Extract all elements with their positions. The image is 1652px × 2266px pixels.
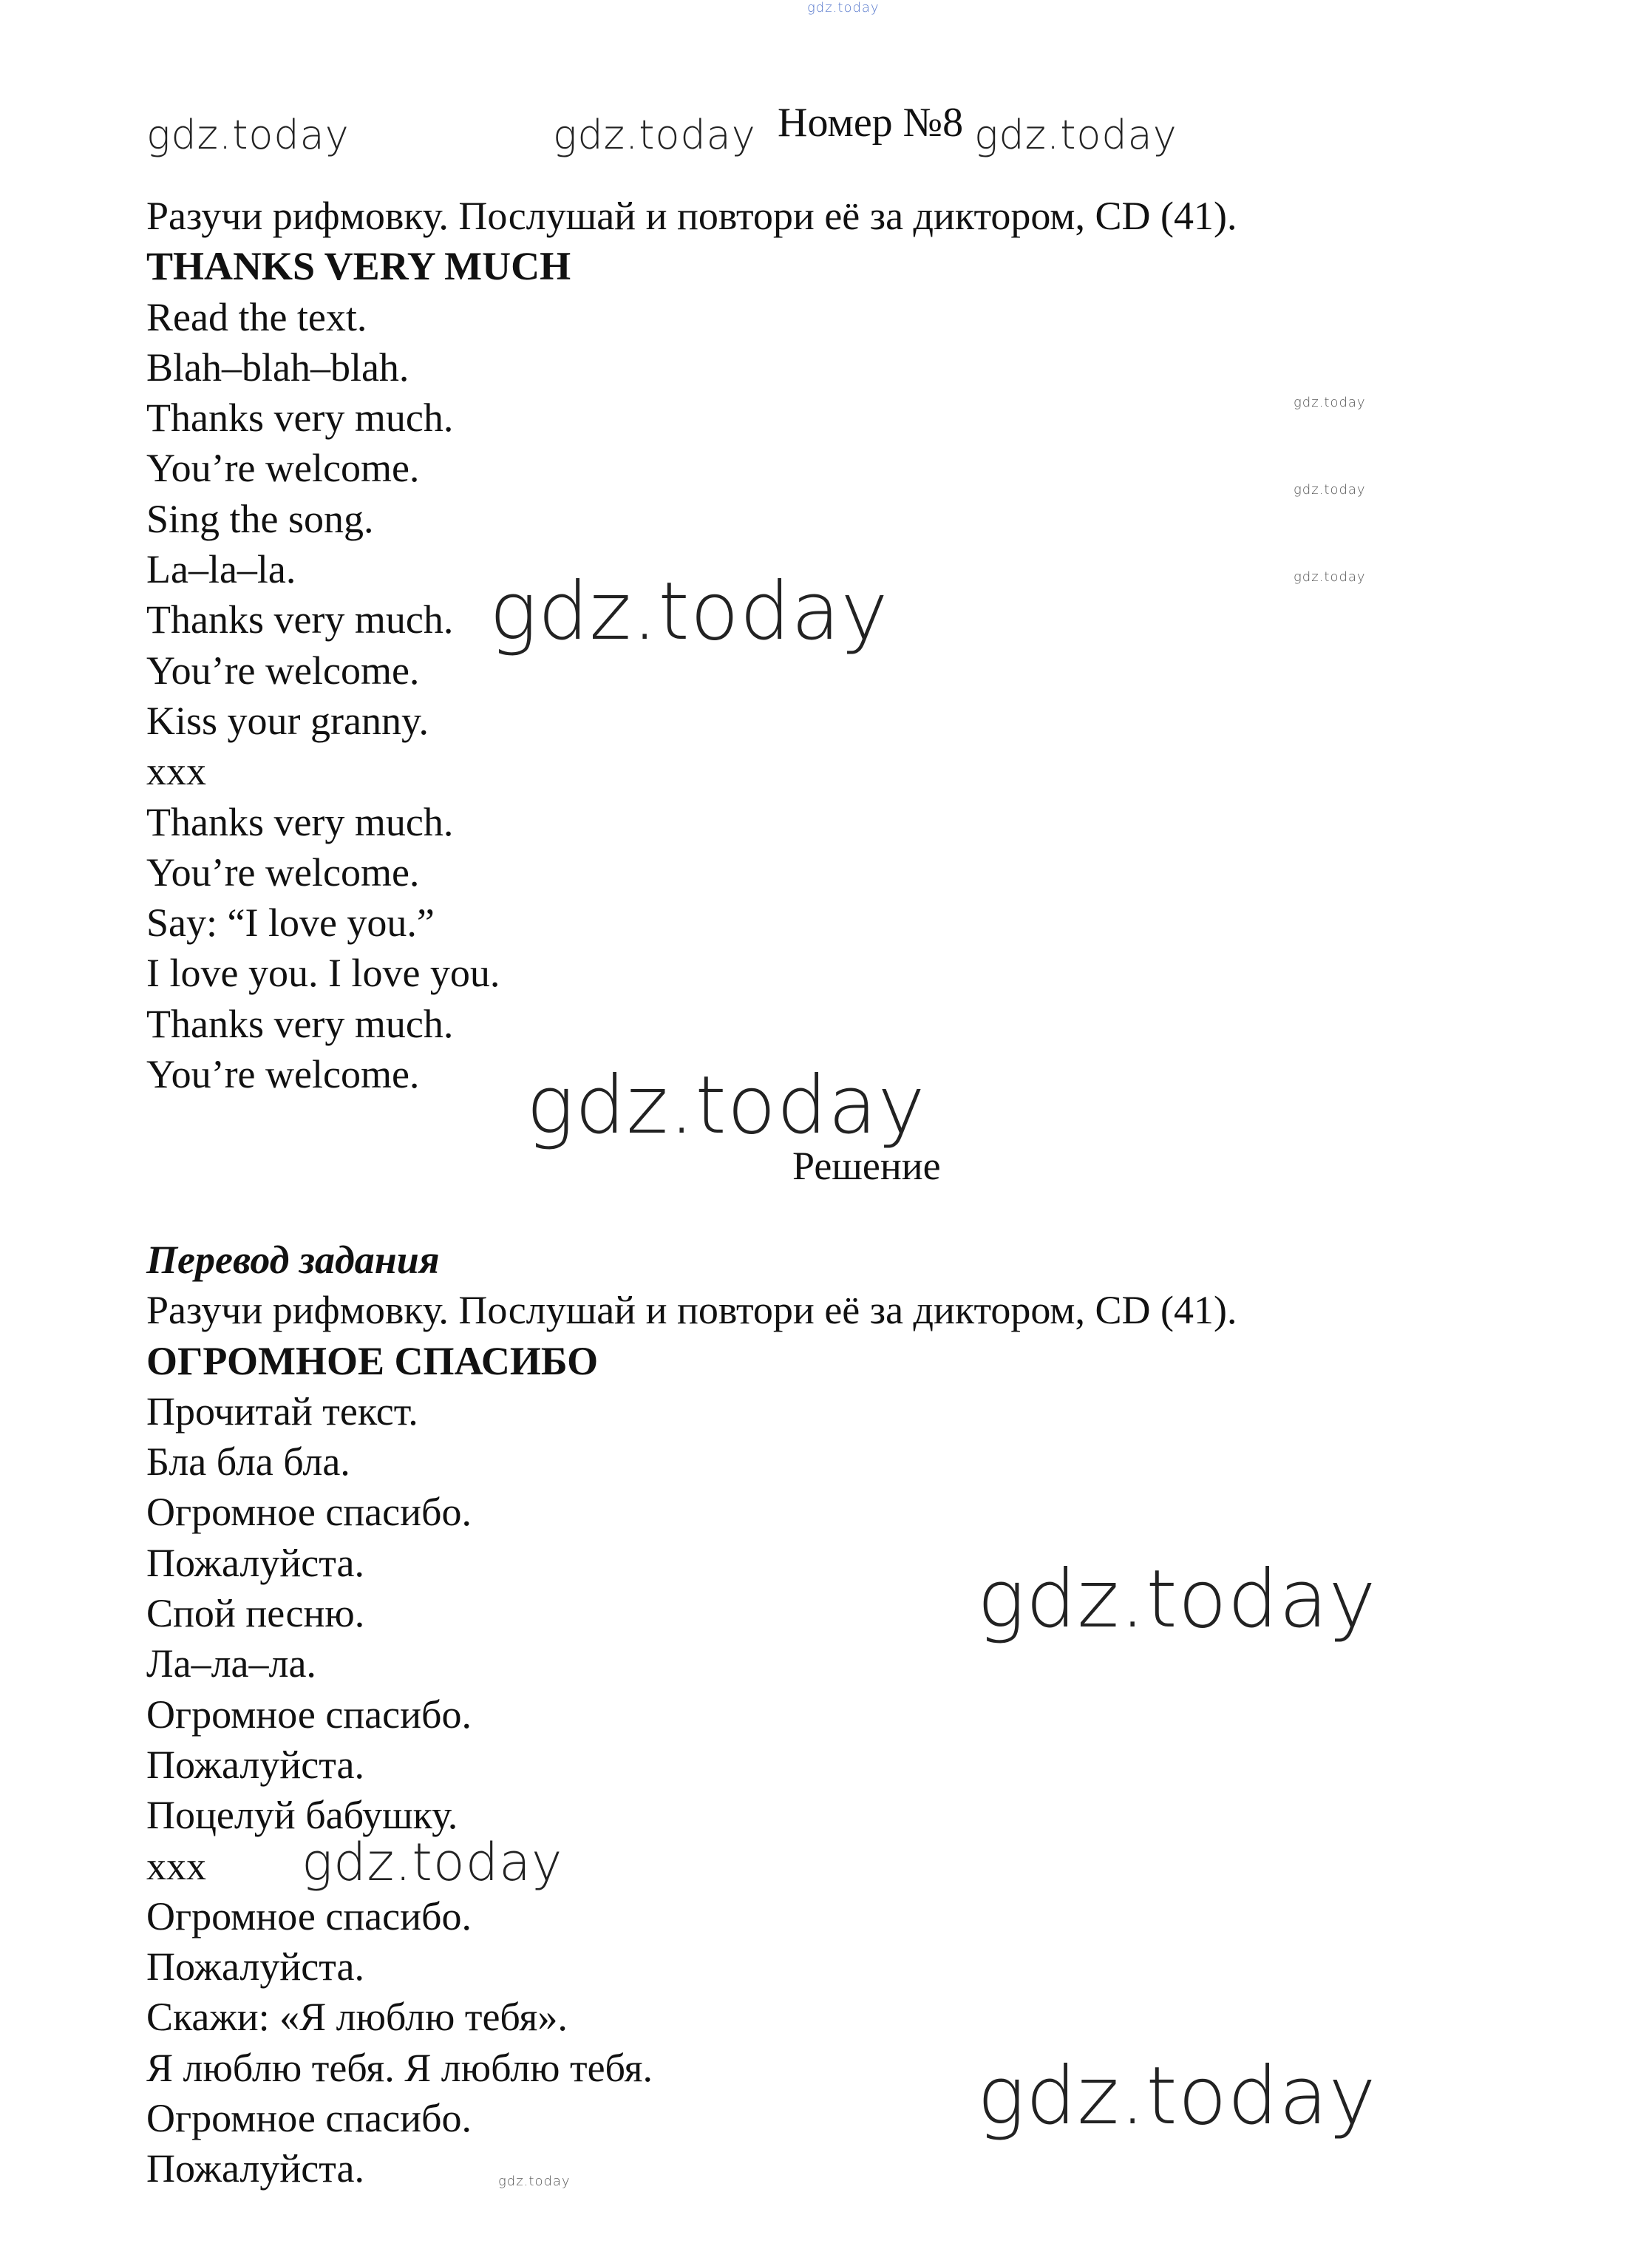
translated-line: Ла–ла–ла. xyxy=(146,1641,316,1686)
translated-line: xxx xyxy=(146,1843,206,1888)
translation-heading: Перевод задания xyxy=(146,1238,440,1282)
translated-line: Огромное спасибо. xyxy=(146,1893,472,1938)
translated-line: Спой песню. xyxy=(146,1591,365,1636)
watermark: gdz.today xyxy=(553,112,756,158)
poem-line: Thanks very much. xyxy=(146,1001,454,1046)
watermark: gdz.today xyxy=(1294,569,1366,585)
poem-line: You’re welcome. xyxy=(146,849,420,895)
translated-line: Скажи: «Я люблю тебя». xyxy=(146,1995,568,2040)
poem-line: You’re welcome. xyxy=(146,446,420,491)
poem-line: Say: “I love you.” xyxy=(146,900,435,946)
task-section xyxy=(146,191,1551,1099)
watermark: gdz.today xyxy=(974,112,1177,158)
translated-line: Огромное спасибо. xyxy=(146,1692,472,1737)
poem-line: La–la–la. xyxy=(146,547,296,592)
translation-section xyxy=(146,1235,1551,2194)
translated-line: Огромное спасибо. xyxy=(146,1490,472,1535)
poem-line: Blah–blah–blah. xyxy=(146,345,409,390)
poem-line: You’re welcome. xyxy=(146,1052,420,1097)
watermark: gdz.today xyxy=(526,1059,926,1152)
translated-line: Пожалуйста. xyxy=(146,1742,364,1787)
poem-line: Read the text. xyxy=(146,294,367,339)
translated-line: Я люблю тебя. Я люблю тебя. xyxy=(146,2045,653,2090)
watermark: gdz.today xyxy=(1294,395,1366,410)
translation-instruction: Разучи рифмовку. Послушай и повтори её за диктором, CD (41). xyxy=(146,1288,1237,1333)
watermark: gdz.today xyxy=(146,112,350,158)
poem-line: Sing the song. xyxy=(146,496,374,541)
translated-line: Огромное спасибо. xyxy=(146,2096,472,2141)
task-instruction: Разучи рифмовку. Послушай и повтори её за диктором, CD (41). xyxy=(146,194,1237,238)
poem-line: Thanks very much. xyxy=(146,597,454,642)
translated-line: Бла бла бла. xyxy=(146,1439,350,1485)
poem-line: You’re welcome. xyxy=(146,648,420,693)
watermark: gdz.today xyxy=(977,2050,1377,2143)
translated-line: Поцелуй бабушку. xyxy=(146,1793,458,1838)
page-title: Номер №8 xyxy=(778,100,964,146)
watermark: gdz.today xyxy=(498,2174,571,2189)
watermark: gdz.today xyxy=(1294,482,1366,498)
watermark: gdz.today xyxy=(977,1553,1377,1646)
watermark: gdz.today xyxy=(807,0,880,16)
poem-line: Kiss your granny. xyxy=(146,698,429,743)
watermark: gdz.today xyxy=(489,566,889,658)
translated-line: Пожалуйста. xyxy=(146,1540,364,1585)
poem-title: THANKS VERY MUCH xyxy=(146,244,571,289)
poem-line: I love you. I love you. xyxy=(146,951,500,996)
poem-line: Thanks very much. xyxy=(146,396,454,441)
watermark: gdz.today xyxy=(302,1832,563,1893)
poem-line: xxx xyxy=(146,749,206,794)
translated-line: Пожалуйста. xyxy=(146,1944,364,1989)
translated-line: Пожалуйста. xyxy=(146,2146,364,2191)
solution-label: Решение xyxy=(792,1144,941,1188)
translated-poem-title: ОГРОМНОЕ СПАСИБО xyxy=(146,1338,599,1383)
translated-line: Прочитай текст. xyxy=(146,1388,418,1434)
poem-line: Thanks very much. xyxy=(146,799,454,844)
